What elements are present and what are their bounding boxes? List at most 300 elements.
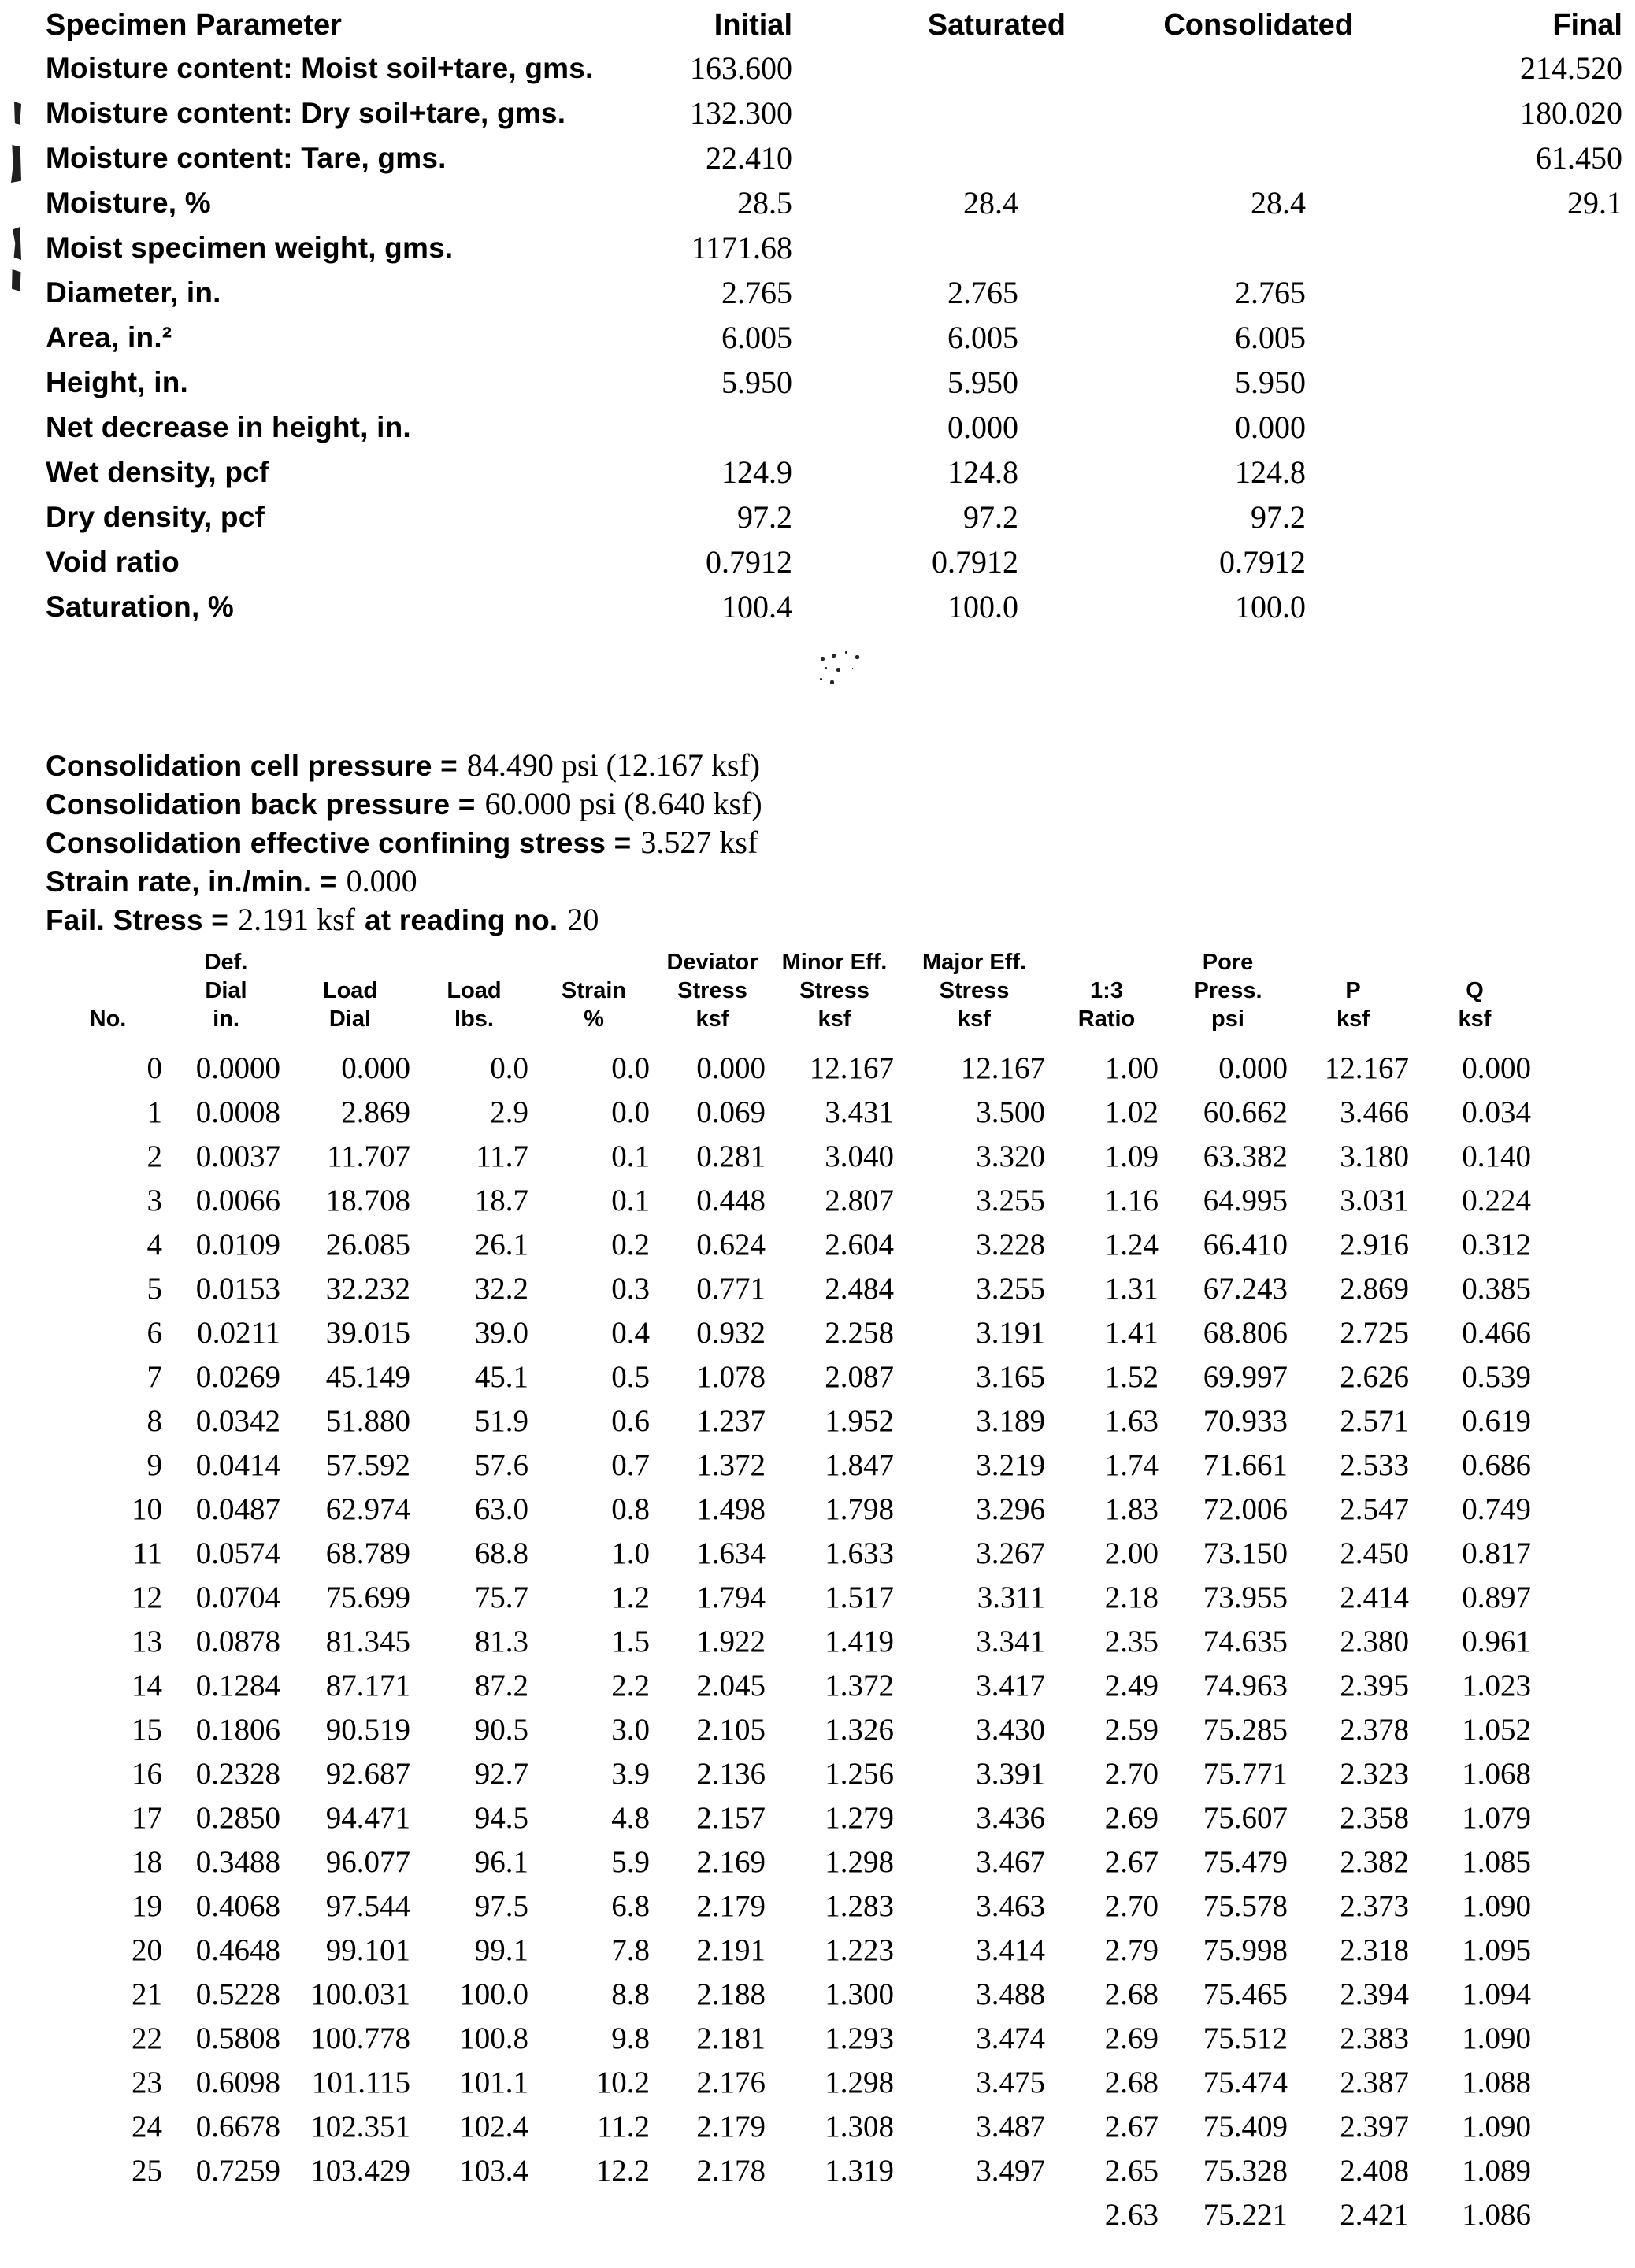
reading-row: [49, 1487, 1536, 1531]
reading-cell-q-ksf: 0.140: [1462, 1139, 1531, 1173]
consolidation-label: Consolidation back pressure =: [46, 788, 476, 821]
specimen-label-cell: Moisture content: Tare, gms.: [46, 141, 447, 174]
specimen-saturated-cell: 2.765: [947, 275, 1018, 310]
reading-cell-def-dial: 0.0269: [195, 1359, 280, 1394]
specimen-row: [46, 584, 1626, 629]
reading-cell-minor-eff-stress: 2.484: [825, 1271, 894, 1306]
reading-cell-strain: 12.2: [595, 2153, 650, 2188]
reading-cell-load-lbs: 94.5: [474, 1800, 528, 1835]
reading-cell-pore-press: 75.328: [1203, 2153, 1288, 2188]
reading-cell-ratio-1-3: 2.35: [1104, 1624, 1159, 1658]
reading-row: [49, 1663, 1536, 1707]
reading-cell-minor-eff-stress: 1.298: [825, 2065, 894, 2099]
column-header-major-eff-stress: Stress: [939, 978, 1010, 1003]
reading-cell-major-eff-stress: [899, 2192, 1050, 2236]
reading-cell-def-dial: 0.6678: [195, 2109, 280, 2144]
reading-cell-no: 21: [132, 1977, 162, 2011]
specimen-final-cell: [1309, 225, 1626, 270]
reading-cell-strain: 3.9: [611, 1756, 650, 1791]
reading-cell-ratio-1-3: 1.63: [1104, 1403, 1159, 1438]
reading-cell-p-ksf: 2.395: [1340, 1668, 1409, 1703]
reading-cell-major-eff-stress: 3.436: [976, 1800, 1045, 1835]
reading-cell-load-lbs: 100.8: [459, 2021, 528, 2055]
scan-artifact: [12, 269, 21, 291]
reading-cell-strain: 10.2: [595, 2065, 650, 2099]
specimen-label-cell: Height, in.: [46, 365, 189, 398]
reading-cell-deviator-stress: 2.136: [696, 1756, 766, 1791]
reading-cell-def-dial: 0.0342: [195, 1403, 280, 1438]
reading-cell-deviator-stress: 0.771: [696, 1271, 766, 1306]
reading-cell-deviator-stress: 2.179: [696, 1888, 766, 1923]
reading-cell-no: 18: [132, 1844, 162, 1879]
reading-cell-load-lbs: 87.2: [474, 1668, 528, 1703]
specimen-consolidated-cell: [1021, 91, 1309, 135]
reading-cell-load-lbs: 68.8: [474, 1536, 528, 1570]
reading-cell-load-dial: 102.351: [310, 2109, 410, 2144]
reading-cell-ratio-1-3: 1.52: [1104, 1359, 1159, 1394]
reading-cell-def-dial: 0.0878: [195, 1624, 280, 1658]
reading-cell-minor-eff-stress: 12.167: [809, 1051, 894, 1085]
reading-cell-deviator-stress: 0.932: [696, 1315, 766, 1350]
specimen-label-cell: Diameter, in.: [46, 276, 221, 309]
column-header-pore-press: Press.: [1193, 978, 1262, 1003]
reading-row: [49, 1796, 1536, 1840]
reading-cell-minor-eff-stress: 1.319: [825, 2153, 894, 2188]
column-header-pore-press: psi: [1211, 1006, 1244, 1032]
reading-cell-ratio-1-3: 2.18: [1104, 1580, 1159, 1614]
specimen-consolidated-cell: 0.000: [1235, 410, 1306, 445]
reading-cell-major-eff-stress: 3.191: [976, 1315, 1045, 1350]
specimen-final-cell: 29.1: [1567, 185, 1622, 220]
scan-artifact: [13, 227, 21, 260]
reading-cell-ratio-1-3: 2.49: [1104, 1668, 1159, 1703]
reading-cell-strain: 0.2: [611, 1227, 650, 1262]
reading-cell-load-lbs: 101.1: [459, 2065, 528, 2099]
reading-cell-load-lbs: 2.9: [490, 1095, 528, 1129]
reading-cell-p-ksf: 2.373: [1340, 1888, 1409, 1923]
reading-cell-no: 5: [146, 1271, 162, 1306]
specimen-row: [46, 135, 1626, 180]
reading-cell-load-dial: 2.869: [341, 1095, 410, 1129]
column-header-saturated: Saturated: [927, 8, 1066, 42]
specimen-row: [46, 405, 1626, 450]
reading-row: [49, 2104, 1536, 2148]
reading-cell-p-ksf: 2.383: [1340, 2021, 1409, 2055]
reading-row: [49, 1531, 1536, 1575]
column-header-major-eff-stress: Major Eff.: [921, 950, 1027, 975]
specimen-initial-cell: 0.7912: [706, 544, 792, 580]
reading-cell-q-ksf: 1.090: [1462, 1888, 1531, 1923]
reading-cell-def-dial: 0.0574: [195, 1536, 280, 1570]
specimen-row: [46, 180, 1626, 225]
reading-cell-load-dial: [285, 2192, 415, 2236]
column-header-def-dial: in.: [213, 1006, 239, 1032]
reading-cell-load-lbs: 97.5: [474, 1888, 528, 1923]
consolidation-info-block: [46, 747, 772, 939]
reading-cell-def-dial: 0.0414: [195, 1447, 280, 1482]
reading-cell-major-eff-stress: 3.341: [976, 1624, 1045, 1658]
reading-cell-ratio-1-3: 2.65: [1104, 2153, 1159, 2188]
specimen-final-cell: [1309, 360, 1626, 405]
scan-smudge: [821, 657, 825, 661]
reading-cell-ratio-1-3: 2.69: [1104, 2021, 1159, 2055]
specimen-label-cell: Moisture content: Moist soil+tare, gms.: [46, 51, 594, 84]
column-header-no: [49, 948, 167, 976]
specimen-label-cell: Saturation, %: [46, 590, 235, 623]
reading-cell-load-lbs: 11.7: [476, 1139, 528, 1173]
column-header-q-ksf: ksf: [1458, 1006, 1492, 1032]
reading-cell-deviator-stress: 0.000: [696, 1051, 766, 1085]
reading-cell-major-eff-stress: 3.255: [976, 1183, 1045, 1217]
specimen-final-cell: [1309, 584, 1626, 629]
specimen-label-cell: Net decrease in height, in.: [46, 410, 411, 443]
reading-cell-load-lbs: 63.0: [474, 1492, 528, 1526]
reading-cell-strain: 8.8: [611, 1977, 650, 2011]
reading-cell-load-lbs: 90.5: [474, 1712, 528, 1747]
readings-table: [49, 948, 1536, 2236]
column-header-ratio-1-3: Ratio: [1077, 1006, 1136, 1032]
specimen-label-cell: Moist specimen weight, gms.: [46, 231, 454, 264]
reading-cell-ratio-1-3: 1.16: [1104, 1183, 1159, 1217]
specimen-initial-cell: 2.765: [721, 275, 792, 310]
column-header-p-ksf: [1292, 948, 1414, 976]
reading-cell-no: 20: [132, 1933, 162, 1967]
reading-cell-p-ksf: 2.571: [1340, 1403, 1409, 1438]
column-header-minor-eff-stress: Minor Eff.: [781, 950, 888, 975]
reading-cell-load-lbs: 18.7: [474, 1183, 528, 1217]
column-header-specimen-parameter: Specimen Parameter: [46, 8, 342, 42]
reading-cell-no: 4: [146, 1227, 162, 1262]
reading-cell-def-dial: 0.3488: [195, 1844, 280, 1879]
reading-cell-load-lbs: 99.1: [474, 1933, 528, 1967]
specimen-consolidated-cell: 0.7912: [1219, 544, 1306, 580]
reading-cell-q-ksf: 1.052: [1462, 1712, 1531, 1747]
reading-cell-q-ksf: 0.466: [1462, 1315, 1531, 1350]
reading-cell-load-dial: 0.000: [341, 1051, 410, 1085]
consolidation-line: [46, 901, 772, 939]
reading-cell-ratio-1-3: 2.67: [1104, 2109, 1159, 2144]
reading-cell-major-eff-stress: 3.430: [976, 1712, 1045, 1747]
specimen-initial-cell: 22.410: [706, 140, 792, 176]
column-header-def-dial: Dial: [205, 978, 247, 1003]
reading-cell-no: 9: [146, 1447, 162, 1482]
consolidation-label2: at reading no.: [365, 904, 558, 936]
reading-cell-no: 10: [132, 1492, 162, 1526]
reading-cell-load-lbs: 51.9: [474, 1403, 528, 1438]
specimen-saturated-cell: 97.2: [963, 499, 1018, 535]
specimen-saturated-cell: 6.005: [947, 320, 1018, 355]
specimen-consolidated-cell: 97.2: [1251, 499, 1306, 535]
reading-cell-deviator-stress: 2.176: [696, 2065, 766, 2099]
reading-cell-q-ksf: 0.686: [1462, 1447, 1531, 1482]
specimen-row: [46, 495, 1626, 539]
specimen-label-cell: Void ratio: [46, 545, 180, 578]
reading-cell-pore-press: 75.221: [1203, 2197, 1288, 2232]
reading-cell-q-ksf: 1.090: [1462, 2109, 1531, 2144]
reading-cell-load-lbs: 100.0: [459, 1977, 528, 2011]
column-header-q-ksf: [1414, 948, 1536, 976]
reading-row: [49, 1751, 1536, 1796]
specimen-row: [46, 360, 1626, 405]
specimen-initial-cell: 5.950: [721, 365, 792, 400]
consolidation-value: 3.527 ksf: [640, 825, 758, 860]
reading-row: [49, 1884, 1536, 1928]
reading-cell-load-dial: 32.232: [325, 1271, 410, 1306]
specimen-consolidated-cell: 5.950: [1235, 365, 1306, 400]
reading-cell-no: 25: [132, 2153, 162, 2188]
reading-row: [49, 1266, 1536, 1310]
reading-cell-def-dial: 0.0000: [195, 1051, 280, 1085]
reading-cell-no: 16: [132, 1756, 162, 1791]
reading-cell-deviator-stress: 1.078: [696, 1359, 766, 1394]
specimen-label-cell: Dry density, pcf: [46, 500, 265, 533]
reading-cell-deviator-stress: [654, 2192, 770, 2236]
consolidation-label: Fail. Stress =: [46, 904, 229, 936]
reading-cell-major-eff-stress: 3.463: [976, 1888, 1045, 1923]
reading-cell-p-ksf: 2.450: [1340, 1536, 1409, 1570]
reading-cell-minor-eff-stress: 1.308: [825, 2109, 894, 2144]
reading-cell-strain: 0.8: [611, 1492, 650, 1526]
reading-cell-load-dial: 62.974: [325, 1492, 410, 1526]
specimen-consolidated-cell: 6.005: [1235, 320, 1306, 355]
reading-row: [49, 1090, 1536, 1134]
reading-cell-strain: 6.8: [611, 1888, 650, 1923]
reading-cell-q-ksf: 0.034: [1462, 1095, 1531, 1129]
specimen-final-cell: 180.020: [1520, 95, 1622, 131]
specimen-label-cell: Moisture, %: [46, 186, 211, 219]
reading-cell-q-ksf: 1.023: [1462, 1668, 1531, 1703]
reading-cell-q-ksf: 0.385: [1462, 1271, 1531, 1306]
reading-cell-strain: 7.8: [611, 1933, 650, 1967]
reading-cell-ratio-1-3: 1.24: [1104, 1227, 1159, 1262]
reading-cell-minor-eff-stress: 2.807: [825, 1183, 894, 1217]
reading-cell-load-dial: 45.149: [325, 1359, 410, 1394]
reading-cell-q-ksf: 1.089: [1462, 2153, 1531, 2188]
reading-cell-q-ksf: 0.312: [1462, 1227, 1531, 1262]
specimen-final-cell: [1309, 405, 1626, 450]
reading-cell-p-ksf: 2.414: [1340, 1580, 1409, 1614]
reading-cell-major-eff-stress: 3.497: [976, 2153, 1045, 2188]
reading-cell-minor-eff-stress: 1.517: [825, 1580, 894, 1614]
reading-cell-strain: 1.2: [611, 1580, 650, 1614]
reading-cell-strain: 5.9: [611, 1844, 650, 1879]
specimen-initial-cell: 132.300: [690, 95, 792, 131]
reading-cell-pore-press: 66.410: [1203, 1227, 1288, 1262]
specimen-initial-cell: 6.005: [721, 320, 792, 355]
reading-cell-strain: 1.0: [611, 1536, 650, 1570]
reading-cell-def-dial: 0.0487: [195, 1492, 280, 1526]
reading-cell-def-dial: 0.0008: [195, 1095, 280, 1129]
reading-cell-pore-press: 75.771: [1203, 1756, 1288, 1791]
reading-cell-no: 6: [146, 1315, 162, 1350]
reading-cell-def-dial: [167, 2192, 285, 2236]
reading-cell-q-ksf: 0.224: [1462, 1183, 1531, 1217]
reading-cell-p-ksf: 3.031: [1340, 1183, 1409, 1217]
reading-cell-strain: 0.0: [611, 1051, 650, 1085]
reading-cell-pore-press: 75.285: [1203, 1712, 1288, 1747]
reading-cell-pore-press: 72.006: [1203, 1492, 1288, 1526]
reading-cell-load-dial: 90.519: [325, 1712, 410, 1747]
reading-cell-deviator-stress: 2.188: [696, 1977, 766, 2011]
column-header-pore-press: Pore: [1202, 950, 1254, 975]
reading-cell-load-dial: 100.031: [310, 1977, 410, 2011]
reading-cell-pore-press: 75.998: [1203, 1933, 1288, 1967]
reading-cell-def-dial: 0.7259: [195, 2153, 280, 2188]
column-header-load-lbs: Load: [447, 978, 502, 1003]
reading-cell-p-ksf: 2.380: [1340, 1624, 1409, 1658]
reading-cell-no: 19: [132, 1888, 162, 1923]
reading-cell-ratio-1-3: 1.41: [1104, 1315, 1159, 1350]
reading-cell-pore-press: 75.578: [1203, 1888, 1288, 1923]
reading-cell-strain: [533, 2192, 654, 2236]
reading-cell-ratio-1-3: 1.02: [1104, 1095, 1159, 1129]
column-header-initial: Initial: [714, 8, 792, 42]
reading-cell-major-eff-stress: 3.255: [976, 1271, 1045, 1306]
reading-cell-pore-press: 60.662: [1203, 1095, 1288, 1129]
specimen-saturated-cell: [795, 46, 1021, 91]
consolidation-value: 60.000 psi (8.640 ksf): [484, 786, 762, 821]
reading-cell-load-dial: 100.778: [310, 2021, 410, 2055]
specimen-saturated-cell: 100.0: [947, 589, 1018, 624]
reading-cell-q-ksf: 0.897: [1462, 1580, 1531, 1614]
reading-row: [49, 2192, 1536, 2236]
reading-cell-q-ksf: 0.000: [1462, 1051, 1531, 1085]
column-header-minor-eff-stress: Stress: [799, 978, 869, 1003]
reading-cell-major-eff-stress: 3.189: [976, 1403, 1045, 1438]
reading-cell-ratio-1-3: 2.70: [1104, 1888, 1159, 1923]
reading-cell-deviator-stress: 1.237: [696, 1403, 766, 1438]
reading-cell-def-dial: 0.4068: [195, 1888, 280, 1923]
reading-cell-ratio-1-3: 2.59: [1104, 1712, 1159, 1747]
consolidation-label: Consolidation cell pressure =: [46, 750, 458, 782]
specimen-table-body: [46, 46, 1626, 629]
column-header-def-dial: Def.: [204, 950, 248, 975]
reading-cell-pore-press: 75.474: [1203, 2065, 1288, 2099]
reading-cell-pore-press: 63.382: [1203, 1139, 1288, 1173]
reading-cell-p-ksf: 2.421: [1340, 2197, 1409, 2232]
reading-cell-no: 3: [146, 1183, 162, 1217]
reading-cell-deviator-stress: 2.179: [696, 2109, 766, 2144]
reading-cell-q-ksf: 1.079: [1462, 1800, 1531, 1835]
reading-cell-p-ksf: 2.869: [1340, 1271, 1409, 1306]
reading-cell-def-dial: 0.1284: [195, 1668, 280, 1703]
specimen-row: [46, 225, 1626, 270]
reading-cell-deviator-stress: 0.281: [696, 1139, 766, 1173]
specimen-consolidated-cell: 2.765: [1235, 275, 1306, 310]
reading-cell-load-dial: 68.789: [325, 1536, 410, 1570]
reading-cell-major-eff-stress: 3.320: [976, 1139, 1045, 1173]
reading-cell-minor-eff-stress: 1.298: [825, 1844, 894, 1879]
specimen-initial-cell: 97.2: [737, 499, 792, 535]
reading-cell-def-dial: 0.2328: [195, 1756, 280, 1791]
column-header-strain: %: [584, 1006, 604, 1032]
reading-row: [49, 2016, 1536, 2060]
reading-cell-minor-eff-stress: 1.798: [825, 1492, 894, 1526]
reading-cell-no: 14: [132, 1668, 162, 1703]
reading-cell-minor-eff-stress: [770, 2192, 899, 2236]
reading-cell-load-dial: 75.699: [325, 1580, 410, 1614]
reading-cell-load-lbs: 39.0: [474, 1315, 528, 1350]
specimen-final-cell: [1309, 450, 1626, 495]
reading-cell-load-dial: 51.880: [325, 1403, 410, 1438]
reading-cell-strain: 0.4: [611, 1315, 650, 1350]
reading-cell-major-eff-stress: 3.475: [976, 2065, 1045, 2099]
reading-cell-minor-eff-stress: 3.431: [825, 1095, 894, 1129]
readings-table-head: [49, 948, 1536, 1046]
reading-cell-pore-press: 73.955: [1203, 1580, 1288, 1614]
reading-cell-no: 11: [132, 1536, 162, 1570]
reading-cell-minor-eff-stress: 1.952: [825, 1403, 894, 1438]
consolidation-line: [46, 862, 772, 901]
specimen-consolidated-cell: [1021, 135, 1309, 180]
reading-cell-q-ksf: 0.817: [1462, 1536, 1531, 1570]
reading-cell-deviator-stress: 2.191: [696, 1933, 766, 1967]
readings-table-body: [49, 1046, 1536, 2236]
reading-cell-strain: 0.7: [611, 1447, 650, 1482]
reading-cell-deviator-stress: 2.181: [696, 2021, 766, 2055]
reading-cell-p-ksf: 2.725: [1340, 1315, 1409, 1350]
reading-cell-def-dial: 0.5228: [195, 1977, 280, 2011]
reading-cell-p-ksf: 2.318: [1340, 1933, 1409, 1967]
specimen-row: [46, 539, 1626, 584]
reading-cell-p-ksf: 2.387: [1340, 2065, 1409, 2099]
specimen-final-cell: [1309, 539, 1626, 584]
reading-cell-strain: 0.1: [611, 1139, 650, 1173]
specimen-final-cell: [1309, 315, 1626, 360]
reading-cell-minor-eff-stress: 1.326: [825, 1712, 894, 1747]
reading-cell-pore-press: 68.806: [1203, 1315, 1288, 1350]
reading-cell-def-dial: 0.0037: [195, 1139, 280, 1173]
reading-cell-deviator-stress: 2.169: [696, 1844, 766, 1879]
reading-cell-p-ksf: 2.382: [1340, 1844, 1409, 1879]
reading-cell-ratio-1-3: 2.70: [1104, 1756, 1159, 1791]
reading-cell-load-lbs: 81.3: [474, 1624, 528, 1658]
reading-cell-major-eff-stress: 3.228: [976, 1227, 1045, 1262]
reading-cell-major-eff-stress: 3.165: [976, 1359, 1045, 1394]
reading-cell-pore-press: 64.995: [1203, 1183, 1288, 1217]
reading-cell-load-dial: 101.115: [311, 2065, 410, 2099]
reading-cell-load-lbs: 45.1: [474, 1359, 528, 1394]
reading-cell-minor-eff-stress: 1.293: [825, 2021, 894, 2055]
specimen-table: [46, 5, 1626, 629]
reading-cell-load-dial: 96.077: [325, 1844, 410, 1879]
reading-row: [49, 1178, 1536, 1222]
reading-cell-minor-eff-stress: 1.633: [825, 1536, 894, 1570]
readings-header-row: [49, 976, 1536, 1005]
specimen-row: [46, 450, 1626, 495]
reading-cell-strain: 0.3: [611, 1271, 650, 1306]
reading-cell-no: [49, 2192, 167, 2236]
reading-cell-major-eff-stress: 3.474: [976, 2021, 1045, 2055]
reading-cell-def-dial: 0.0704: [195, 1580, 280, 1614]
specimen-saturated-cell: [795, 91, 1021, 135]
specimen-label-cell: Wet density, pcf: [46, 455, 269, 488]
reading-cell-q-ksf: 0.619: [1462, 1403, 1531, 1438]
reading-cell-ratio-1-3: 2.68: [1104, 1977, 1159, 2011]
reading-cell-p-ksf: 2.547: [1340, 1492, 1409, 1526]
reading-cell-load-dial: 39.015: [325, 1315, 410, 1350]
reading-cell-p-ksf: 2.323: [1340, 1756, 1409, 1791]
reading-cell-p-ksf: 2.397: [1340, 2109, 1409, 2144]
reading-cell-major-eff-stress: 3.488: [976, 1977, 1045, 2011]
reading-cell-def-dial: 0.5808: [195, 2021, 280, 2055]
reading-cell-def-dial: 0.6098: [195, 2065, 280, 2099]
reading-cell-ratio-1-3: 2.67: [1104, 1844, 1159, 1879]
reading-cell-q-ksf: 0.749: [1462, 1492, 1531, 1526]
reading-cell-load-dial: 99.101: [325, 1933, 410, 1967]
consolidation-value: 84.490 psi (12.167 ksf): [466, 747, 761, 783]
specimen-saturated-cell: 5.950: [947, 365, 1018, 400]
